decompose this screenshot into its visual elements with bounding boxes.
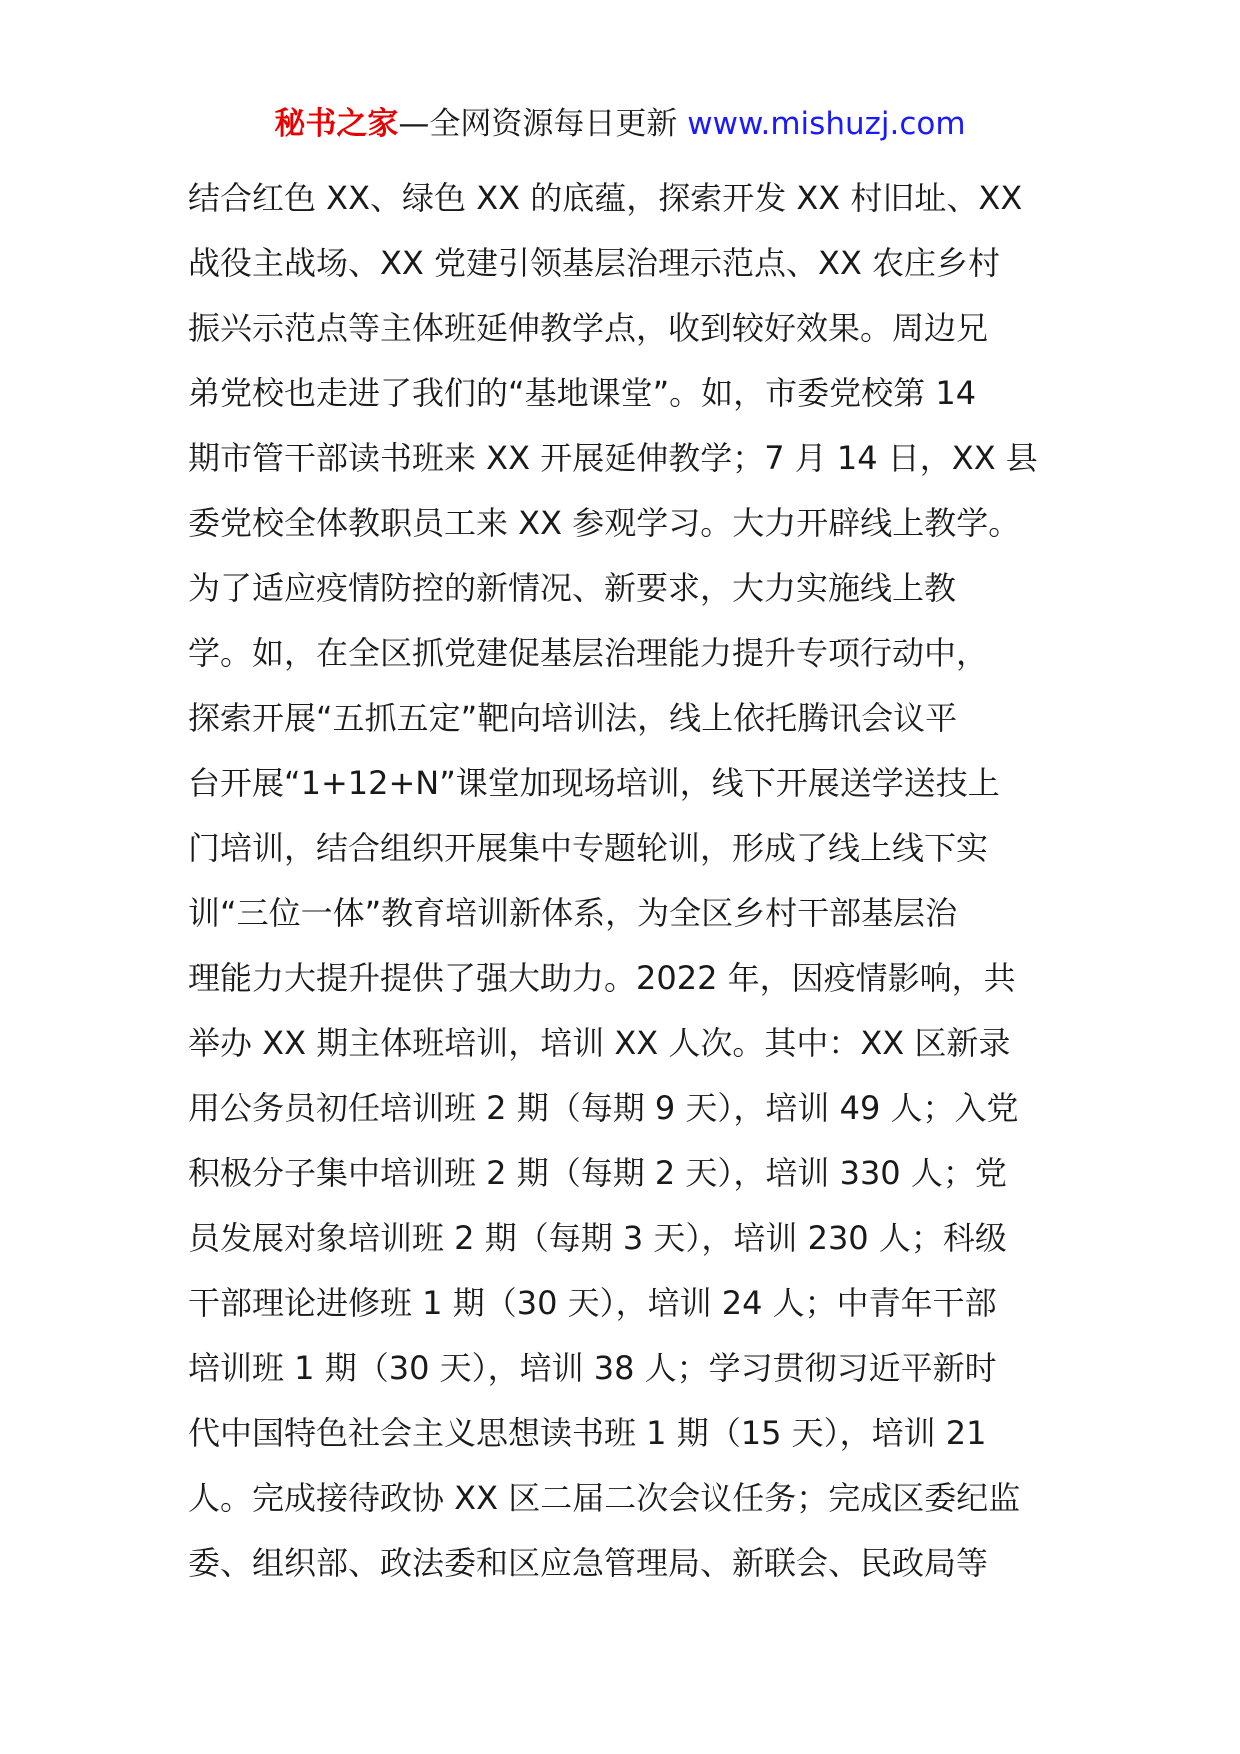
page-header	[0, 104, 1240, 144]
site-brand: 秘书之家	[274, 106, 399, 142]
text-line: 为了适应疫情防控的新情况、新要求，大力实施线上教	[188, 569, 957, 607]
text-line: 委党校全体教职员工来 XX 参观学习。大力开辟线上教学。	[188, 504, 1021, 542]
text-line: 干部理论进修班 1 期（30 天），培训 24 人；中青年干部	[188, 1284, 997, 1322]
site-url-link[interactable]: www.mishuzj.com	[687, 106, 966, 142]
text-line: 积极分子集中培训班 2 期（每期 2 天），培训 330 人；党	[188, 1154, 1007, 1192]
text-line: 弟党校也走进了我们的“基地课堂”。如，市委党校第 14	[188, 374, 977, 412]
text-line: 代中国特色社会主义思想读书班 1 期（15 天），培训 21	[188, 1414, 987, 1452]
text-line: 学。如，在全区抓党建促基层治理能力提升专项行动中，	[188, 634, 989, 672]
text-line: 探索开展“五抓五定”靶向培训法，线上依托腾讯会议平	[188, 699, 958, 737]
site-tagline: —全网资源每日更新	[398, 106, 678, 142]
text-line: 理能力大提升提供了强大助力。2022 年，因疫情影响，共	[188, 959, 1016, 997]
text-line: 振兴示范点等主体班延伸教学点，收到较好效果。周边兄	[188, 309, 989, 347]
text-line: 门培训，结合组织开展集中专题轮训，形成了线上线下实	[188, 829, 989, 867]
document-body	[188, 166, 1068, 1596]
text-line: 委、组织部、政法委和区应急管理局、新联会、民政局等	[188, 1544, 989, 1582]
text-line: 期市管干部读书班来 XX 开展延伸教学；7 月 14 日，XX 县	[188, 439, 1038, 477]
text-line: 训“三位一体”教育培训新体系，为全区乡村干部基层治	[188, 894, 958, 932]
text-line: 员发展对象培训班 2 期（每期 3 天），培训 230 人；科级	[188, 1219, 1007, 1257]
text-line: 举办 XX 期主体班培训，培训 XX 人次。其中：XX 区新录	[188, 1024, 1011, 1062]
text-line: 培训班 1 期（30 天），培训 38 人；学习贯彻习近平新时	[188, 1349, 997, 1387]
text-line: 用公务员初任培训班 2 期（每期 9 天），培训 49 人；入党	[188, 1089, 1019, 1127]
text-line: 人。完成接待政协 XX 区二届二次会议任务；完成区委纪监	[188, 1479, 1021, 1517]
text-line: 结合红色 XX、绿色 XX 的底蕴，探索开发 XX 村旧址、XX	[188, 179, 1023, 217]
text-line: 台开展“1+12+N”课堂加现场培训，线下开展送学送技上	[188, 764, 1000, 802]
text-line: 战役主战场、XX 党建引领基层治理示范点、XX 农庄乡村	[188, 244, 1001, 282]
